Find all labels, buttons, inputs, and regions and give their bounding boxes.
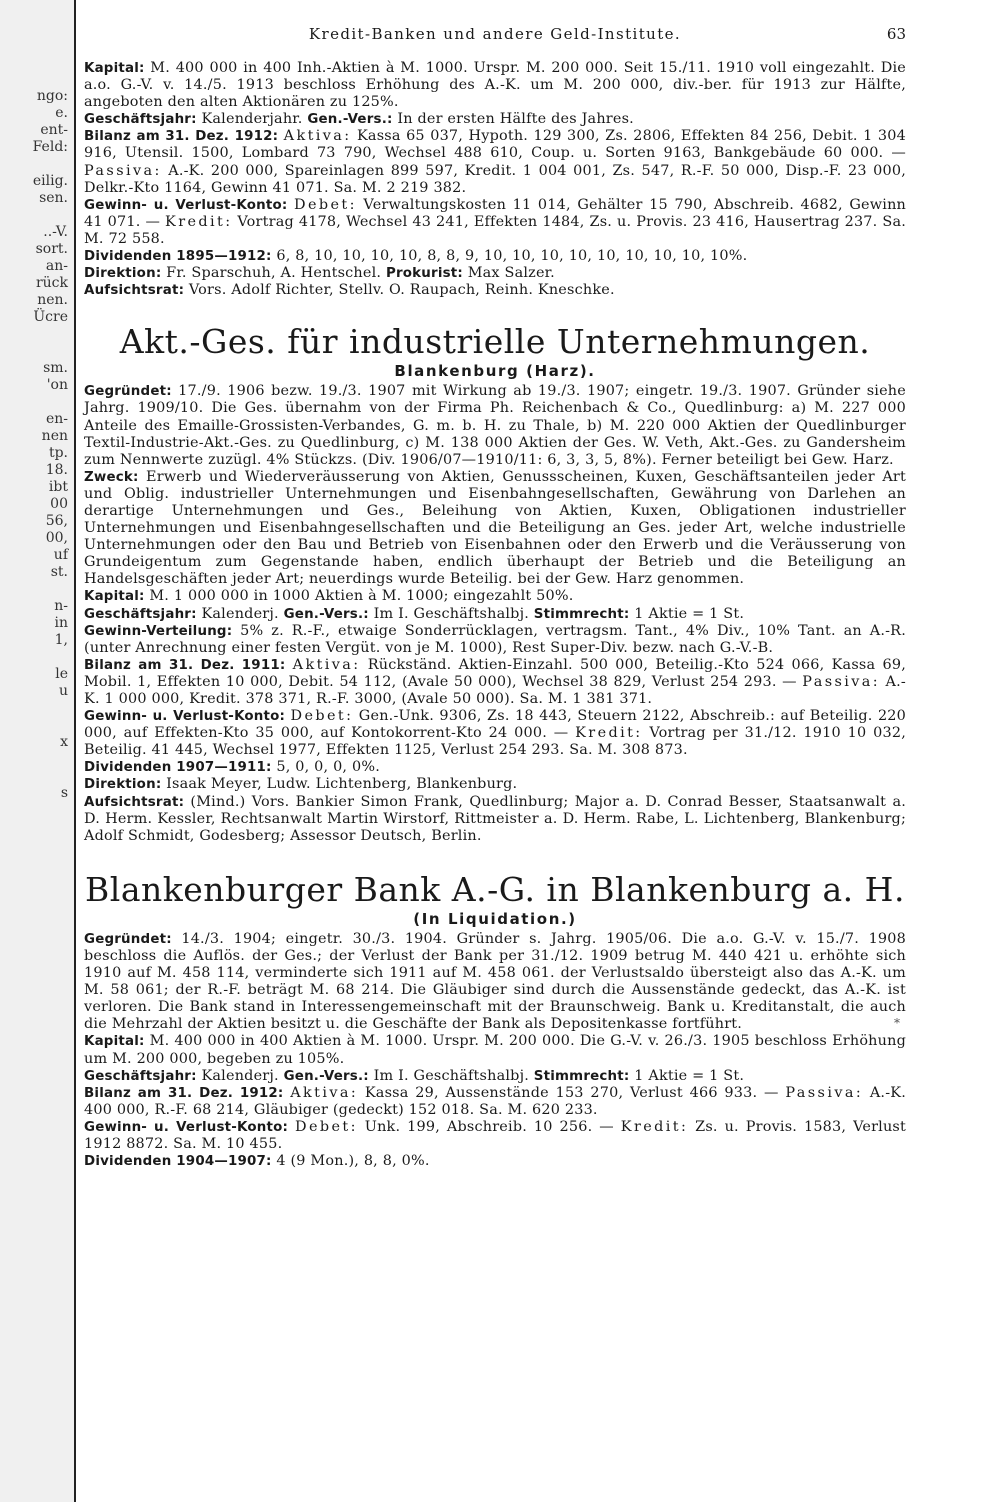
dividenden-paragraph: Dividenden 1904—1907: 4 (9 Mon.), 8, 8, 0%. <box>84 1153 430 1170</box>
geschaeftsjahr-paragraph: Geschäftsjahr: Kalenderj. Gen.-Vers.: Im I. Geschäftshalbj. Stimmrecht: 1 Aktie = 1 St. <box>84 605 745 622</box>
field-label: Prokurist: <box>385 266 463 282</box>
guv-paragraph: Gewinn- u. Verlust-Konto: Debet: Gen.-Unk. 9306, Zs. 18 443, Steuern 2122, Abschreib.: auf Beteilig. 220 000, auf Effekten-Kto 35 000, auf Kontokorrent-Kto 24 000. — Kredit: Vortrag per 31./12. 1910 10 032, Beteilig. 41 445, Wechsel 1977, Effekten 1125, Verlust 254 293. Sa. M. 308 873. <box>84 708 907 759</box>
field-label: Geschäftsjahr: <box>84 112 197 128</box>
field-label: Dividenden 1895—1912: <box>84 249 272 265</box>
entry-blankenburger-bank <box>84 871 906 1170</box>
running-head <box>84 26 906 60</box>
margin-fragment: x <box>60 734 68 750</box>
field-label: Kapital: <box>84 1034 145 1050</box>
margin-fragment: ibt <box>48 479 68 495</box>
gegruendet-paragraph: Gegründet: 14./3. 1904; eingetr. 30./3. 1904. Gründer s. Jahrg. 1905/06. Die a.o. G.-V. v. 15./7. 1908 beschloss die Auflös. der Ges.; der Verlust der Bank per 31./12. 1909 betrug M. 440 421 u. erhöhte sich 1910 auf M. 458 114, verminderte sich 1911 auf M. 458 061. der Verlustsaldo übersteigt also das A.-K. um M. 58 061; der R.-F. beträgt M. 68 214. Die Gläubiger sind durch die Aussenstände gedeckt, das A.-K. ist verloren. Die Bank stand in Interessengemeinschaft mit der Braunschweig. Bank u. Kreditanstalt, die auch die Mehrzahl der Aktien besitzt u. die Geschäfte der Bank als Depositenkasse fortführt. <box>84 930 906 1033</box>
zweck-paragraph: Zweck: Erwerb und Wiederveräusserung von Aktien, Genussscheinen, Kuxen, Geschäftsanteilen jeder Art und Oblig. industrieller Unternehmungen und Eisenbahngesellschaften, Gewährung von Darlehen an derartige Unternehmungen und Ges., Beleihung von Aktien, Kuxen, Obligationen industrieller Unternehmungen und Eisenbahngesellschaften und die Beteiligung an Ges. jeder Art, welche industrielle Unternehmungen oder den Bau und Betrieb von Eisenbahnen oder den Erwerb und die Veräusserung von Grundeigentum zum Gegenstande haben, endlich überhaupt der Betrieb und die Beteiligung an Handelsgeschäften jeder Art; neuerdings wurde Beteilig. bei der Gew. Harz genommen. <box>84 468 906 588</box>
margin-fragment: an- <box>45 258 68 274</box>
gegruendet-paragraph: Gegründet: 17./9. 1906 bezw. 19./3. 1907 mit Wirkung ab 19./3. 1907; eingetr. 19./3. 1907. Gründer siehe Jahrg. 1909/10. Die Ges. übernahm von der Firma Ph. Reichenbach & Co., Quedlinburg: a) M. 227 000 Anteile des Emaille-Grossisten-Verbandes, G. m. b. H. zu Thale, b) M. 220 000 Aktien der Quedlinburger Textil-Industrie-Akt.-Ges. zu Quedlinburg, c) M. 138 000 Aktien der Ges. W. Veth, Akt.-Ges. zu Gandersheim zum Nennwerte zuzügl. 4% Stückzs. (Div. 1906/07—1910/11: 6, 3, 3, 5, 8%). Ferner beteiligt bei Gew. Harz. <box>84 383 906 468</box>
field-label: Gewinn- u. Verlust-Konto: <box>84 709 286 725</box>
margin-fragment: nen <box>41 428 68 444</box>
margin-fragment <box>0 751 74 768</box>
field-label: Bilanz am 31. Dez. 1912: <box>84 1085 284 1101</box>
margin-fragment <box>0 394 74 411</box>
field-label: Direktion: <box>84 777 162 793</box>
margin-fragment: sort. <box>35 241 68 257</box>
field-label: Gewinn-Verteilung: <box>84 623 233 639</box>
geschaeftsjahr-paragraph: Geschäftsjahr: Kalenderjahr. Gen.-Vers.: In der ersten Hälfte des Jahres. <box>84 111 634 128</box>
margin-fragment: nen. <box>37 292 68 308</box>
geschaeftsjahr-paragraph: Geschäftsjahr: Kalenderj. Gen.-Vers.: Im I. Geschäftshalbj. Stimmrecht: 1 Aktie = 1 St. <box>84 1067 745 1084</box>
bilanz-paragraph: Bilanz am 31. Dez. 1911: Aktiva: Rückständ. Aktien-Einzahl. 500 000, Beteilig.-Kto 524 066, Kassa 69, Mobil. 1, Effekten 10 000, Debit. 54 112, (Avale 50 000), Wechsel 38 829, Verlust 254 293. — Passiva: A.-K. 1 000 000, Kredit. 378 371, R.-F. 3000, (Avale 50 000). Sa. M. 1 381 371. <box>84 656 906 707</box>
margin-fragment: ..-V. <box>43 224 68 240</box>
field-label: Zweck: <box>84 469 139 485</box>
margin-fragment: uf <box>53 547 68 563</box>
facing-page-margin <box>0 0 76 1502</box>
dividenden-paragraph: Dividenden 1907—1911: 5, 0, 0, 0, 0%. <box>84 759 380 776</box>
margin-fragment: sm. <box>43 360 68 376</box>
aufsichtsrat-paragraph: Aufsichtsrat: Vors. Adolf Richter, Stellv. O. Raupach, Reinh. Kneschke. <box>84 282 615 299</box>
margin-fragment: ent- <box>40 122 68 138</box>
margin-fragment: u <box>58 683 68 699</box>
margin-fragment: 00 <box>50 496 68 512</box>
field-label: Stimmrecht: <box>533 606 630 622</box>
field-label: Gewinn- u. Verlust-Konto: <box>84 1119 289 1135</box>
bilanz-paragraph: Bilanz am 31. Dez. 1912: Aktiva: Kassa 29, Aussenstände 153 270, Verlust 466 933. — Passiva: A.-K. 400 000, R.-F. 68 214, Gläubiger (gedeckt) 152 018. Sa. M. 620 233. <box>84 1084 906 1118</box>
margin-fragment: sen. <box>39 190 68 206</box>
margin-fragment: 18. <box>45 462 68 478</box>
margin-fragment <box>0 581 74 598</box>
entry-location: Blankenburg (Harz). <box>394 362 596 381</box>
margin-fragment <box>0 717 74 734</box>
direktion-paragraph: Direktion: Isaak Meyer, Ludw. Lichtenberg, Blankenburg. <box>84 776 518 793</box>
direktion-paragraph: Direktion: Fr. Sparschuh, A. Hentschel. Prokurist: Max Salzer. <box>84 265 555 282</box>
margin-fragment: n- <box>54 598 68 614</box>
entry-continuation <box>84 60 906 299</box>
kapital-paragraph: Kapital: M. 400 000 in 400 Inh.-Aktien à M. 1000. Urspr. M. 200 000. Seit 15./11. 1910 voll eingezahlt. Die a.o. G.-V. v. 14./5. 1913 beschloss Erhöhung des A.-K. um M. 200 000, div.-ber. für 1913 zur Hälfte, angeboten den alten Aktionären zu 125%. <box>84 60 906 111</box>
field-label: Kapital: <box>84 589 145 605</box>
field-label: Geschäftsjahr: <box>84 1068 197 1084</box>
guv-paragraph: Gewinn- u. Verlust-Konto: Debet: Verwaltungskosten 11 014, Gehälter 15 790, Abschreib. 4682, Gewinn 41 071. — Kredit: Vortrag 4178, Wechsel 43 241, Effekten 1484, Zs. u. Provis. 23 416, Hausertrag 237. Sa. M. 72 558. <box>84 196 907 247</box>
field-label: Dividenden 1907—1911: <box>84 760 272 776</box>
kapital-paragraph: Kapital: M. 400 000 in 400 Aktien à M. 1000. Urspr. M. 200 000. Die G.-V. v. 26./3. 1905 beschloss Erhöhung um M. 200 000, begeben zu 105%. <box>84 1033 906 1067</box>
footnote-star: * <box>894 1016 900 1030</box>
field-label: Bilanz am 31. Dez. 1911: <box>84 657 286 673</box>
field-label: Stimmrecht: <box>533 1068 630 1084</box>
bilanz-paragraph: Bilanz am 31. Dez. 1912: Aktiva: Kassa 65 037, Hypoth. 129 300, Zs. 2806, Effekten 84 256, Debit. 1 304 916, Utensil. 1500, Lombard 73 790, Wechsel 488 610, Coup. u. Sorten 9163, Bankgebäude 60 000. — Passiva: A.-K. 200 000, Spareinlagen 899 597, Kredit. 1 004 001, Zs. 547, R.-F. 50 000, Disp.-F. 23 000, Delkr.-Kto 1164, Gewinn 41 071. Sa. M. 2 219 382. <box>84 128 906 196</box>
field-label: Kapital: <box>84 61 145 76</box>
margin-fragment: 1, <box>54 632 68 648</box>
margin-fragment: ngo: <box>36 88 68 104</box>
margin-fragment: Ücre <box>33 309 68 325</box>
field-label: Gen.-Vers.: <box>307 112 393 128</box>
margin-fragment: 'on <box>46 377 68 393</box>
entry-akt-ges-industrielle-unternehmungen <box>84 323 906 845</box>
field-label: Bilanz am 31. Dez. 1912: <box>84 129 279 145</box>
dividenden-paragraph: Dividenden 1895—1912: 6, 8, 10, 10, 10, 10, 8, 8, 9, 10, 10, 10, 10, 10, 10, 10, 10, 10%. <box>84 248 748 265</box>
entry-status: (In Liquidation.) <box>413 909 577 928</box>
margin-fragment: s <box>60 785 68 801</box>
running-head-title: Kredit-Banken und andere Geld-Institute. <box>308 25 682 43</box>
field-label: Direktion: <box>84 266 162 282</box>
margin-fragment: eilig. <box>32 173 68 189</box>
field-label: Gegründet: <box>84 931 172 947</box>
gewinnverteilung-paragraph: Gewinn-Verteilung: 5% z. R.-F., etwaige Sonderrücklagen, vertragsm. Tant., 4% Div., 10% Tant. an A.-R. (unter Anrechnung einer festen Vergüt. von je M. 1000), Rest Super-Div. bezw. nach G.-V.-B. <box>84 622 906 656</box>
guv-paragraph: Gewinn- u. Verlust-Konto: Debet: Unk. 199, Abschreib. 10 256. — Kredit: Zs. u. Provis. 1583, Verlust 1912 8872. Sa. M. 10 455. <box>84 1118 906 1152</box>
field-label: Gegründet: <box>84 384 172 400</box>
field-label: Gen.-Vers.: <box>283 606 369 622</box>
page-number: 63 <box>886 25 906 43</box>
margin-fragment <box>0 700 74 717</box>
field-label: Gen.-Vers.: <box>283 1068 369 1084</box>
field-label: Aufsichtsrat: <box>84 283 185 299</box>
margin-fragment: Feld: <box>32 139 68 155</box>
margin-fragment <box>0 207 74 224</box>
margin-fragment: en- <box>45 411 68 427</box>
margin-fragment: rück <box>35 275 68 291</box>
margin-fragment <box>0 649 74 666</box>
page <box>84 26 906 1170</box>
margin-fragment <box>0 343 74 360</box>
margin-fragment: st. <box>50 564 68 580</box>
margin-fragment: le <box>55 666 68 682</box>
entry-title: Akt.-Ges. für industrielle Unternehmungen. <box>119 322 871 362</box>
kapital-paragraph: Kapital: M. 1 000 000 in 1000 Aktien à M. 1000; eingezahlt 50%. <box>84 588 574 605</box>
entry-title: Blankenburger Bank A.-G. in Blankenburg a. H. <box>85 869 905 909</box>
field-label: Gewinn- u. Verlust-Konto: <box>84 197 288 213</box>
margin-fragment <box>0 156 74 173</box>
margin-fragment <box>0 768 74 785</box>
field-label: Dividenden 1904—1907: <box>84 1154 272 1170</box>
field-label: Geschäftsjahr: <box>84 606 197 622</box>
margin-fragment: 00, <box>45 530 68 546</box>
margin-fragment <box>0 326 74 343</box>
margin-fragment: e. <box>55 105 68 121</box>
margin-fragment: tp. <box>48 445 68 461</box>
margin-fragment: 56, <box>45 513 68 529</box>
field-label: Aufsichtsrat: <box>84 794 185 810</box>
margin-fragment: in <box>54 615 68 631</box>
aufsichtsrat-paragraph: Aufsichtsrat: (Mind.) Vors. Bankier Simon Frank, Quedlinburg; Major a. D. Conrad Besser, Staatsanwalt a. D. Herm. Kessler, Rechtsanwalt Martin Wirstorf, Rittmeister a. D. Herm. Rabe, L. Lichtenberg, Blankenburg; Adolf Schmidt, Godesberg; Assessor Deutsch, Berlin. <box>84 793 906 844</box>
